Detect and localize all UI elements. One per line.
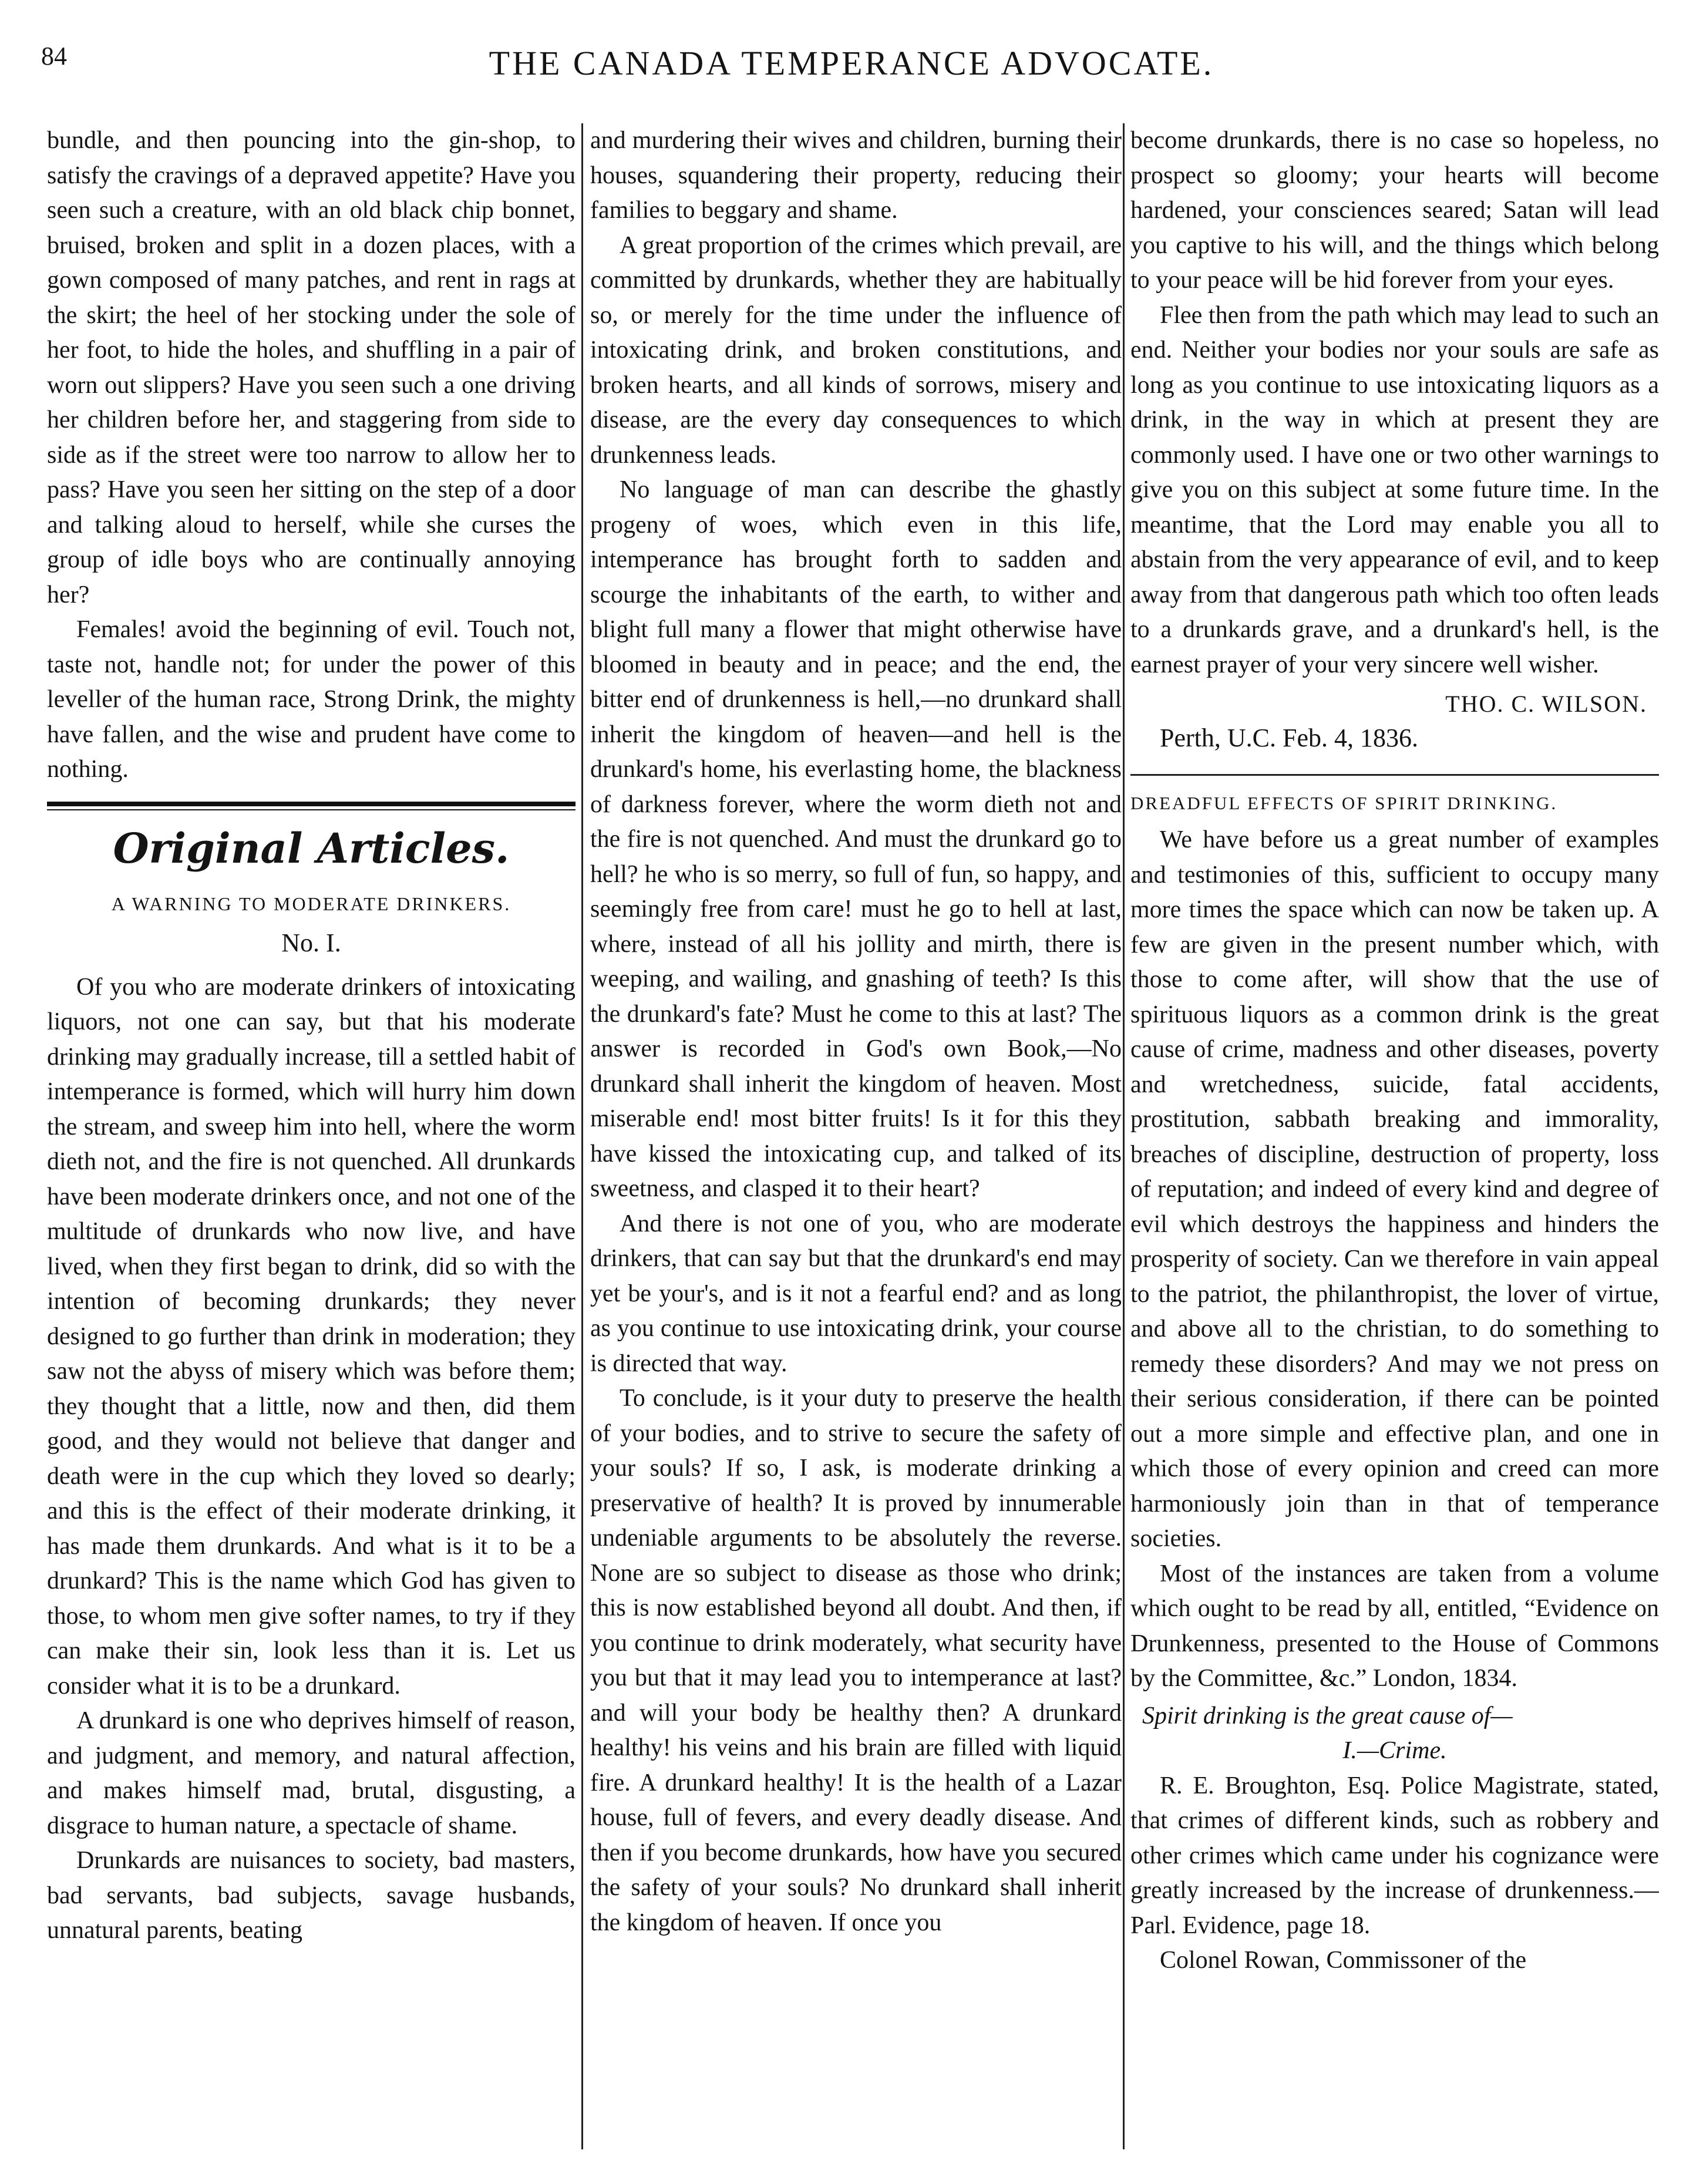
column-rule (581, 123, 583, 2149)
paragraph: We have before us a great number of examples and testimonies of this, sufficient to occupy many more times the space which can now be taken up. A few are given in the present number which, with those to come after, will show that the use of spirituous liquors as a common drink is the great cause of crime, madness and other diseases, poverty and wretchedness, suicide, fatal accidents, prostitution, sabbath breaking and immorality, breaches of discipline, destruction of property, loss of reputation; and indeed of every kind and degree of evil which destroys the happiness and hinders the prosperity of society. Can we therefore in vain appeal to the patriot, the philanthropist, the lover of virtue, and above all to the christian, to do something to remedy these disorders? And may we not press on their serious consideration, if there can be pointed out a more simple and effective plan, and one in which those of every opinion and creed can more harmoniously join than in that of temperance societies. (1130, 826, 1659, 1552)
paragraph: Flee then from the path which may lead to such an end. Neither your bodies nor your souls are safe as long as you continue to use intoxicating liquors as a drink, in the way in which at present they are commonly used. I have one or two other warnings to give you on this subject at some future time. In the meantime, that the Lord may enable you all to abstain from the very appearance of evil, and to keep away from that dangerous path which too often leads to a drunkards grave, and a drunkard's hell, is the earnest prayer of your very sincere well wisher. (1130, 301, 1659, 678)
paragraph: R. E. Broughton, Esq. Police Magistrate, stated, that crimes of different kinds, such as robbery and other crimes which came under his cognizance were greatly increased by the increase of drunkenness.—Parl. Evidence, page 18. (1130, 1772, 1659, 1939)
paragraph: No language of man can describe the ghastly progeny of woes, which even in this life, intemperance has brought forth to sadden and scourge the inhabitants of the earth, to wither and blight full many a flower that might otherwise have bloomed in beauty and in peace; and the end, the bitter end of drunkenness is hell,—no drunkard shall inherit the kingdom of heaven—and hell is the drunkard's home, his everlasting home, the blackness of darkness forever, where the worm dieth not and the fire is not quenched. And must the drunkard go to hell? he who is so merry, so full of fun, so happy, and seemingly free from care! must he go to hell at last, where, instead of all his jollity and mirth, there is weeping, and wailing, and gnashing of teeth? Is this the drunkard's fate? Must he come to this at last? The answer is recorded in God's own Book,—No drunkard shall inherit the kingdom of heaven. Most miserable end! most bitter fruits! Is it for this they have kissed the intoxicating cup, and talked of its sweetness, and clasped it to their heart? (590, 476, 1122, 1202)
article-title: DREADFUL EFFECTS OF SPIRIT DRINKING. (1130, 793, 1558, 813)
paragraph: bundle, and then pouncing into the gin-shop, to satisfy the cravings of a depraved appetite? Have you seen such a creature, with an old black chip bonnet, bruised, broken and split in a dozen places, with a gown composed of many patches, and rent in rags at the skirt; the heel of her stocking under the sole of her foot, to hide the holes, and shuffling in a pair of worn out slippers? Have you seen such a one driving her children before her, and staggering from side to side as if the street were too narrow to allow her to pass? Have you seen her sitting on the step of a door and talking aloud to herself, while she curses the group of idle boys who are continually annoying her? (47, 127, 575, 608)
subsection-title: I.—Crime. (1342, 1737, 1447, 1764)
article-divider (1130, 774, 1659, 776)
paragraph: A drunkard is one who deprives himself of reason, and judgment, and memory, and natural affection, and makes himself mad, brutal, disgusting, a disgrace to human nature, a spectacle of shame. (47, 1707, 575, 1839)
paragraph: Drunkards are nuisances to society, bad masters, bad servants, bad subjects, savage husbands, unnatural parents, beating (47, 1847, 575, 1944)
column-1 (47, 123, 575, 2149)
section-heading: Original Articles. (113, 823, 510, 873)
column-2 (590, 123, 1122, 2149)
column-rule (1123, 123, 1125, 2149)
article-number: No. I. (281, 928, 341, 957)
running-title: THE CANADA TEMPERANCE ADVOCATE. (489, 44, 1214, 82)
paragraph: A great proportion of the crimes which prevail, are committed by drunkards, whether they are habitually so, or merely for the time under the influence of intoxicating drink, and broken constitutions, and broken hearts, and all kinds of sorrows, misery and disease, are the every day consequences to which drunkenness leads. (590, 231, 1122, 469)
paragraph: become drunkards, there is no case so hopeless, no prospect so gloomy; your hearts will become hardened, your consciences seared; Satan will lead you captive to his will, and the things which belong to your peace will be hid forever from your eyes. (1130, 127, 1659, 294)
section-divider (47, 802, 575, 810)
paragraph: Colonel Rowan, Commissoner of the (1160, 1947, 1527, 1974)
paragraph: To conclude, is it your duty to preserve the health of your bodies, and to strive to secure the safety of your souls? If so, I ask, is moderate drinking a preservative of health? It is proved by innumerable undeniable arguments to be absolutely the reverse. None are so subject to disease as those who drink; this is now established beyond all doubt. And then, if you continue to drink moderately, what security have you but that it may lead you to intemperance at last? and will your body be healthy then? A drunkard healthy! his veins and his brain are filled with liquid fire. A drunkard healthy! It is the health of a Lazar house, full of fevers, and every deadly disease. And then if you become drunkards, how have you secured the safety of your souls? No drunkard shall inherit the kingdom of heaven. If once you (590, 1385, 1122, 1936)
paragraph: Most of the instances are taken from a volume which ought to be read by all, entitled, “Evidence on Drunkenness, presented to the House of Commons by the Committee, &c.” London, 1834. (1130, 1560, 1659, 1692)
paragraph: and murdering their wives and children, burning their houses, squandering their property, reducing their families to beggary and shame. (590, 127, 1122, 224)
page-header (41, 23, 1662, 82)
signature: THO. C. WILSON. (1445, 691, 1647, 717)
column-3 (1130, 123, 1659, 2149)
paragraph: And there is not one of you, who are moderate drinkers, that can say but that the drunkard's end may yet be your's, and is it not a fearful end? and as long as you continue to use intoxicating drink, your course is directed that way. (590, 1210, 1122, 1377)
page-number: 84 (41, 42, 67, 70)
paragraph: Females! avoid the beginning of evil. Touch not, taste not, handle not; for under the power of this leveller of the human race, Strong Drink, the mighty have fallen, and the wise and prudent have come to nothing. (47, 616, 575, 783)
place-date: Perth, U.C. Feb. 4, 1836. (1160, 723, 1418, 752)
paragraph: Of you who are moderate drinkers of intoxicating liquors, not one can say, but that his moderate drinking may gradually increase, till a settled habit of intemperance is formed, which will hurry him down the stream, and sweep him into hell, where the worm dieth not, and the fire is not quenched. All drunkards have been moderate drinkers once, and not one of the multitude of drunkards who now live, and have lived, when they first began to drink, did so with the intention of becoming drunkards; they never designed to go further than drink in moderation; they saw not the abyss of misery which was before them; they thought that a little, now and then, did them good, and they would not believe that danger and death were in the cup which they loved so dearly; and this is the effect of their moderate drinking, it has made them drunkards. And what is it to be a drunkard? This is the name which God has given to those, to whom men give softer names, to try if they can make their sin, look less than it is. Let us consider what it is to be a drunkard. (47, 973, 575, 1700)
subsection-heading: Spirit drinking is the great cause of— (1142, 1702, 1513, 1729)
article-title: A WARNING TO MODERATE DRINKERS. (111, 893, 511, 914)
